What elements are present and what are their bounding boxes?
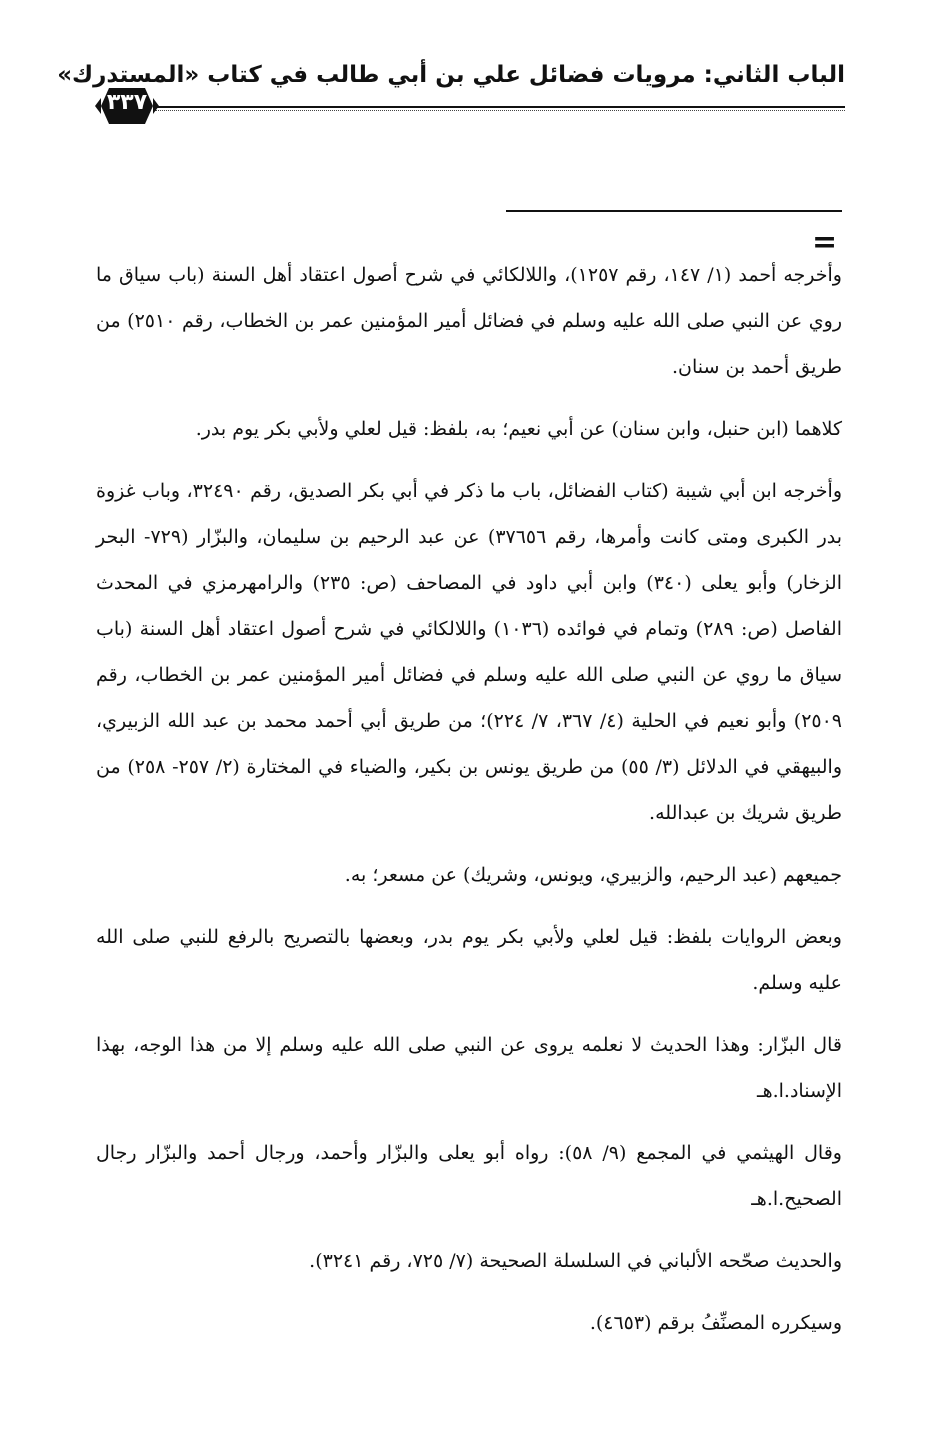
page-header	[57, 62, 845, 120]
running-title: الباب الثاني: مرويات فضائل علي بن أبي طالب في كتاب «المستدرك»	[57, 62, 845, 88]
paragraph: وأخرجه أحمد (١/ ١٤٧، رقم ١٢٥٧)، واللالكائي في شرح أصول اعتقاد أهل السنة (باب سياق ما روي عن النبي صلى الله عليه وسلم في فضائل أمير المؤمنين عمر بن الخطاب، رقم ٢٥١٠) من طريق أحمد بن سنان.	[96, 264, 842, 378]
paragraph: والحديث صحّحه الألباني في السلسلة الصحيحة (٧/ ٧٢٥، رقم ٣٢٤١).	[309, 1250, 842, 1272]
page-number-badge	[95, 84, 159, 128]
paragraph: جميعهم (عبد الرحيم، والزبيري، ويونس، وشريك) عن مسعر؛ به.	[344, 864, 842, 886]
paragraph: وسيكرره المصنِّفُ برقم (٤٦٥٣).	[589, 1312, 842, 1334]
paragraph: قال البزّار: وهذا الحديث لا نعلمه يروى عن النبي صلى الله عليه وسلم إلا من هذا الوجه، بهذا الإسناد.ا.هـ	[96, 1034, 842, 1102]
paragraph: وبعض الروايات بلفظ: قيل لعلي ولأبي بكر يوم بدر، وبعضها بالتصريح بالرفع للنبي صلى الله عليه وسلم.	[96, 926, 842, 994]
paragraph: كلاهما (ابن حنبل، وابن سنان) عن أبي نعيم؛ به، بلفظ: قيل لعلي ولأبي بكر يوم بدر.	[195, 418, 842, 440]
page-number: ٣٣٧	[106, 90, 148, 115]
paragraph: وقال الهيثمي في المجمع (٩/ ٥٨): رواه أبو يعلى والبزّار وأحمد، ورجال أحمد والبزّار رجال الصحيح.ا.هـ	[96, 1142, 842, 1210]
header-rule	[155, 106, 845, 108]
footnote-continuation-mark: =	[812, 225, 838, 260]
footnote-separator	[506, 210, 842, 212]
footnote-body	[96, 252, 842, 1362]
header-rule-dotted	[155, 110, 845, 111]
paragraph: وأخرجه ابن أبي شيبة (كتاب الفضائل، باب ما ذكر في أبي بكر الصديق، رقم ٣٢٤٩٠، وباب غزوة بدر الكبرى ومتى كانت وأمرها، رقم ٣٧٦٥٦) عن عبد الرحيم بن سليمان، والبزّار (٧٢٩- البحر الزخار) وأبو يعلى (٣٤٠) وابن أبي داود في المصاحف (ص: ٢٣٥) والرامهرمزي في المحدث الفاصل (ص: ٢٨٩) وتمام في فوائده (١٠٣٦) واللالكائي في شرح أصول اعتقاد أهل السنة (باب سياق ما روي عن النبي صلى الله عليه وسلم في فضائل أمير المؤمنين عمر بن الخطاب، رقم ٢٥٠٩) وأبو نعيم في الحلية (٤/ ٣٦٧، ٧/ ٢٢٤)؛ من طريق أبي أحمد محمد بن عبد الله الزبيري، والبيهقي في الدلائل (٣/ ٥٥) من طريق يونس بن بكير، والضياء في المختارة (٢/ ٢٥٧- ٢٥٨) من طريق شريك بن عبدالله.	[96, 480, 843, 824]
